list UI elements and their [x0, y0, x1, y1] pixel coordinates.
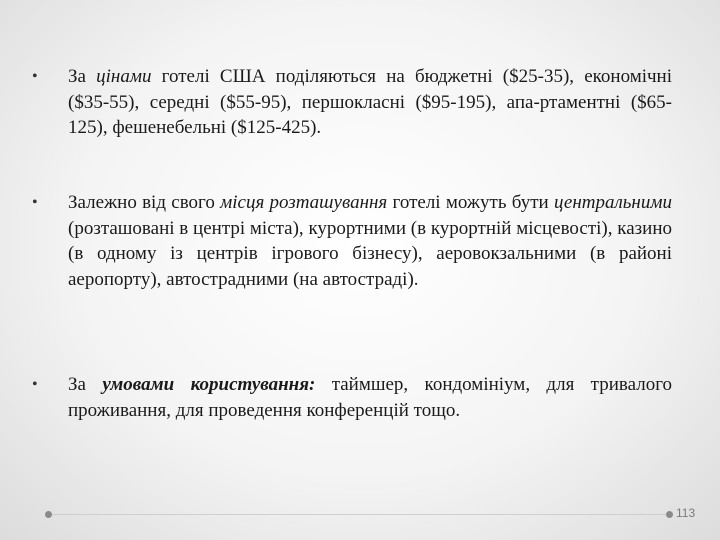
term-usage: умовами користування: [102, 374, 316, 395]
page-number: 113 [676, 506, 696, 520]
text-segment: таймшер, кондомініум, для тривалого проживання, для проведення конференцій тощо. [68, 374, 673, 421]
bullet-dot: • [32, 376, 38, 393]
text-segment: За [68, 374, 103, 395]
term-central: центральними [553, 192, 672, 213]
text-segment: (розташовані в центрі міста), курортними (в курортній місцевості), казино (в одному із центрів ігрового бізнесу), аеровокзальними (в районі аеропорту), автострадними (на автостраді). [68, 217, 672, 290]
bullet-prices [32, 64, 672, 141]
bullet-usage [32, 372, 672, 423]
footer-right-dot [666, 511, 673, 518]
footer-left-dot [45, 511, 52, 518]
bullet-text [68, 372, 672, 423]
text-segment: За [68, 66, 97, 87]
footer-divider [48, 514, 668, 515]
bullet-location [32, 190, 672, 292]
text-segment: готелі США поділяються на бюджетні ($25-35), економічні ($35-55), середні ($55-95), першокласні ($95-195), апа-ртаментні ($65-125), фешенебельні ($125-425). [68, 66, 673, 138]
text-segment: готелі можуть бути [387, 192, 554, 213]
bullet-text [68, 64, 672, 141]
term-prices: цінами [96, 66, 152, 87]
bullet-dot: • [32, 68, 38, 85]
bullet-text [68, 190, 672, 292]
term-location: місця розташування [220, 192, 388, 213]
bullet-dot: • [32, 194, 38, 211]
text-segment: Залежно від свого [68, 192, 221, 213]
